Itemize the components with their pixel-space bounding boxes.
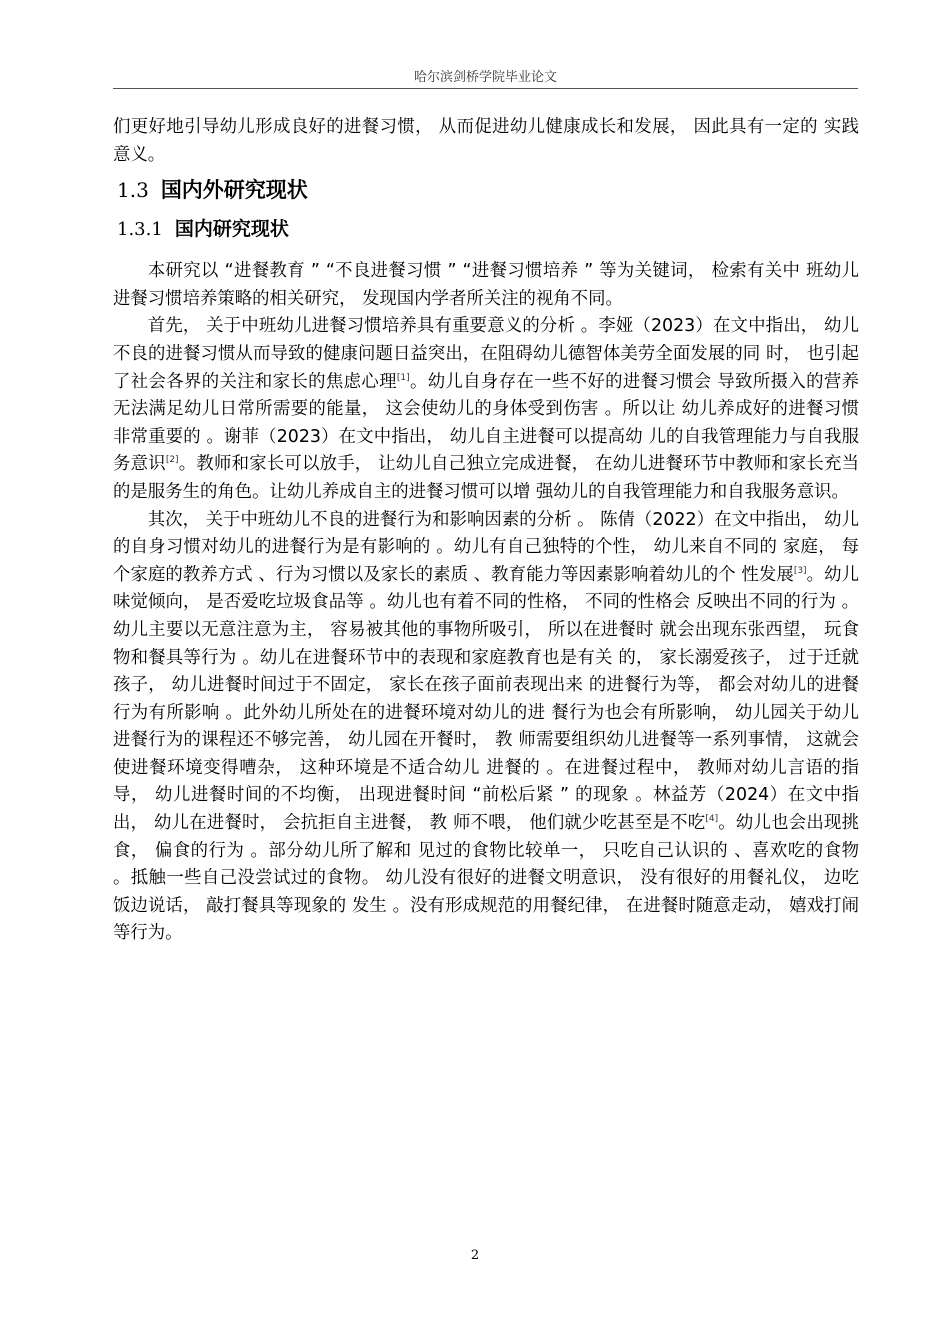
- citation-ref-1: [1]: [396, 372, 410, 383]
- subsection-title: 国内研究现状: [174, 218, 289, 241]
- subsection-number: 1.3.1: [117, 219, 163, 241]
- body-text: [113, 114, 859, 948]
- paragraph-significance: [113, 313, 859, 506]
- running-header: 哈尔滨剑桥学院毕业论文: [413, 70, 557, 85]
- subsection-heading: [113, 209, 859, 258]
- paragraph-text: 。教师和家长可以放手， 让幼儿自己独立完成进餐， 在幼儿进餐环节中教师和家长充当的是服务生的角色。让幼儿养成自主的进餐习惯可以增 强幼儿的自我管理能力和自我服务意识。: [113, 454, 859, 502]
- paragraph-text: 。幼儿自身存在一些不好的进餐习惯会 导致所摄入的营养无法满足幼儿日常所需要的能量， 这会使幼儿的身体受到伤害 。所以让 幼儿养成好的进餐习惯非常重要的 。谢菲（2023）在文中指出， 幼儿自主进餐可以提高幼 儿的自我管理能力与自我服务意识: [113, 371, 859, 475]
- paragraph-text: 。幼儿味觉倾向， 是否爱吃垃圾食品等 。幼儿也有着不同的性格， 不同的性格会 反映出不同的行为 。幼儿主要以无意注意为主， 容易被其他的事物所吸引， 所以在进餐时 就会出现东张西望， 玩食物和餐具等行为 。幼儿在进餐环节中的表现和家庭教育也是有关 的， 家长溺爱孩子， 过于迁就孩子， 幼儿进餐时间过于不固定， 家长在孩子面前表现出来 的进餐行为等， 都会对幼儿的进餐行为有所影响 。此外幼儿所处在的进餐环境对幼儿的进 餐行为也会有所影响， 幼儿园关于幼儿进餐行为的课程还不够完善， 幼儿园在开餐时， 教 师需要组织幼儿进餐等一系列事情， 这就会使进餐环境变得嘈杂， 这种环境是不适合幼儿 进餐的 。在进餐过程中， 教师对幼儿言语的指导， 幼儿进餐时间的不均衡， 出现进餐时间 “前松后紧 ” 的现象 。林益芳（2024）在文中指出， 幼儿在进餐时， 会抗拒自主进餐， 教 师不喂， 他们就少吃甚至是不吃: [113, 564, 859, 834]
- citation-ref-2: [2]: [165, 455, 179, 466]
- intro-continuation-paragraph: 们更好地引导幼儿形成良好的进餐习惯， 从而促进幼儿健康成长和发展， 因此具有一定的 实践意义。: [113, 117, 859, 165]
- section-heading: [113, 169, 859, 209]
- citation-ref-4: [4]: [705, 814, 719, 825]
- paragraph-keywords: 本研究以 “进餐教育 ” “不良进餐习惯 ” “进餐习惯培养 ” 等为关键词， 检索有关中 班幼儿进餐习惯培养策略的相关研究， 发现国内学者所关注的视角不同。: [113, 261, 859, 309]
- section-title: 国内外研究现状: [160, 178, 308, 203]
- header-divider: [113, 88, 858, 89]
- paragraph-text: 其次， 关于中班幼儿不良的进餐行为和影响因素的分析 。 陈倩（2022）在文中指出， 幼儿的自身习惯对幼儿的进餐行为是有影响的 。幼儿有自己独特的个性， 幼儿来自不同的 家庭， 每个家庭的教养方式 、行为习惯以及家长的素质 、教育能力等因素影响着幼儿的个 性发展: [113, 509, 859, 585]
- citation-ref-3: [3]: [793, 565, 807, 576]
- section-number: 1.3: [117, 178, 149, 203]
- paragraph-text: 首先， 关于中班幼儿进餐习惯培养具有重要意义的分析 。李娅（2023）在文中指出， 幼儿不良的进餐习惯从而导致的健康问题日益突出，在阻碍幼儿德智体美劳全面发展的同 时， 也引起了社会各界的关注和家长的焦虑心理: [113, 316, 859, 392]
- paragraph-influencing-factors: [113, 507, 859, 949]
- paragraph-text: 。幼儿也会出现挑食， 偏食的行为 。部分幼儿所了解和 见过的食物比较单一， 只吃自己认识的 、喜欢吃的食物 。抵触一些自己没尝试过的食物。 幼儿没有很好的进餐文明意识， 没有很好的用餐礼仪， 边吃饭边说话， 敲打餐具等现象的 发生 。没有形成规范的用餐纪律， 在进餐时随意走动， 嬉戏打闹等行为。: [113, 813, 859, 944]
- page-number: 2: [470, 1248, 480, 1263]
